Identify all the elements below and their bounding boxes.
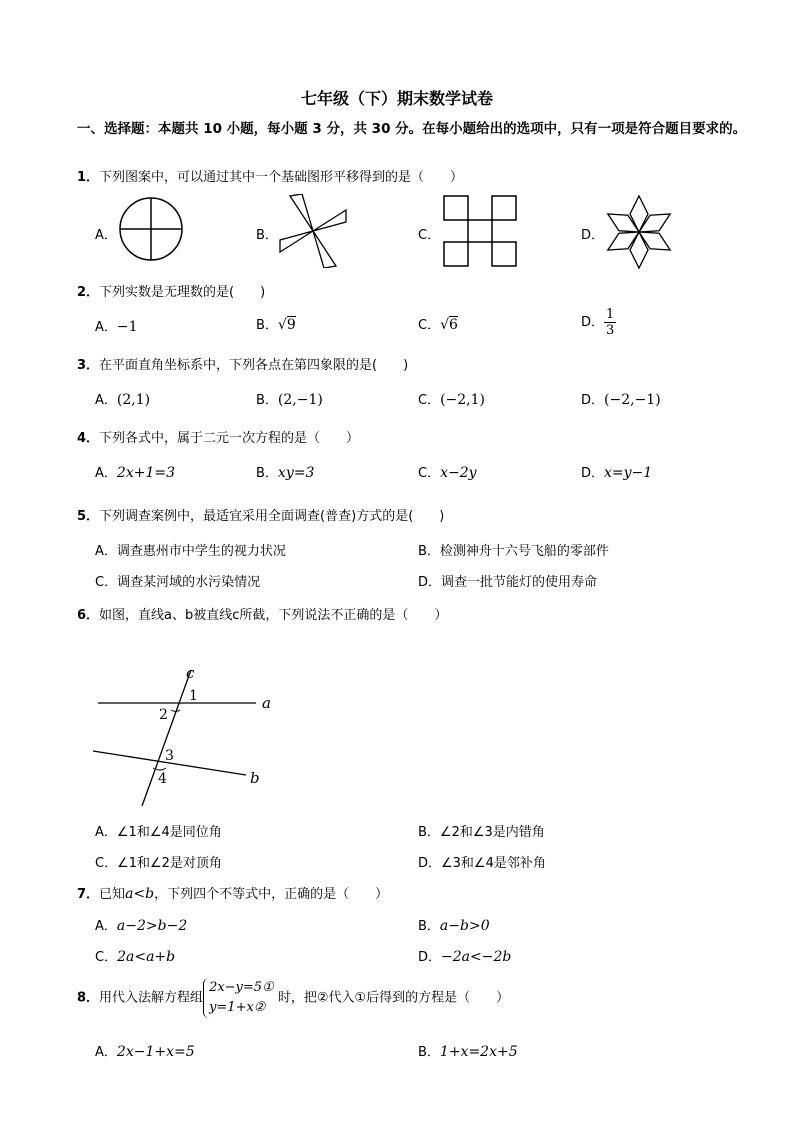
question-number: 1． bbox=[77, 170, 100, 185]
denominator: 3 bbox=[606, 323, 615, 338]
option-label: D． bbox=[581, 393, 605, 408]
question-3 bbox=[77, 354, 408, 373]
question-text: 时，把②代入①后得到的方程是（ ） bbox=[277, 990, 510, 1006]
question-5 bbox=[77, 505, 444, 524]
option-label: D． bbox=[581, 466, 605, 481]
question-prefix: 用代入法解方程组 bbox=[99, 990, 204, 1006]
figure-pinwheel bbox=[278, 194, 348, 268]
question-number: 8． bbox=[77, 990, 100, 1006]
option-label: C． bbox=[418, 393, 441, 408]
option-label: B． bbox=[256, 318, 278, 333]
option-a bbox=[95, 389, 150, 408]
question-number: 5． bbox=[77, 509, 100, 524]
option-a bbox=[95, 915, 187, 934]
option-label: A． bbox=[95, 1045, 117, 1060]
label-angle-2: 2 bbox=[159, 707, 168, 723]
option-label-c: C． bbox=[418, 228, 441, 243]
option-d bbox=[581, 307, 616, 338]
question-number: 7． bbox=[77, 887, 100, 902]
option-d bbox=[581, 462, 652, 481]
question-6 bbox=[77, 604, 447, 623]
option-b bbox=[418, 915, 490, 934]
figure-transversal bbox=[88, 660, 278, 810]
label-angle-3: 3 bbox=[165, 748, 174, 764]
option-c: C．∠1和∠2是对顶角 bbox=[95, 856, 222, 871]
option-b: B．检测神舟十六号飞船的零部件 bbox=[418, 544, 609, 559]
question-7 bbox=[77, 883, 388, 902]
question-text: 下列调查案例中，最适宜采用全面调查(普查)方式的是( ) bbox=[99, 509, 445, 524]
option-c bbox=[418, 462, 477, 481]
option-a: A．∠1和∠4是同位角 bbox=[95, 825, 222, 840]
option-label: B． bbox=[256, 466, 278, 481]
option-value: (−2,−1) bbox=[604, 392, 661, 408]
option-value: a−b>0 bbox=[439, 918, 490, 934]
option-d: D．∠3和∠4是邻补角 bbox=[418, 856, 546, 871]
equation-2: y=1+x② bbox=[209, 1000, 266, 1015]
option-label: A． bbox=[95, 393, 117, 408]
option-b bbox=[256, 462, 314, 481]
question-text: 在平面直角坐标系中，下列各点在第四象限的是( ) bbox=[99, 358, 409, 373]
question-number: 4． bbox=[77, 431, 100, 446]
question-text: 下列实数是无理数的是( ) bbox=[99, 285, 266, 300]
question-8 bbox=[77, 978, 509, 1018]
option-value: xy=3 bbox=[277, 465, 315, 481]
option-b: B．∠2和∠3是内错角 bbox=[418, 825, 545, 840]
question-text: 下列图案中，可以通过其中一个基础图形平移得到的是（ ） bbox=[99, 170, 464, 185]
question-2 bbox=[77, 281, 265, 300]
question-number: 2． bbox=[77, 285, 100, 300]
label-angle-1: 1 bbox=[189, 688, 198, 704]
numerator: 1 bbox=[606, 307, 615, 322]
label-angle-4: 4 bbox=[158, 771, 167, 787]
option-c bbox=[95, 946, 175, 965]
option-value: x=y−1 bbox=[604, 465, 653, 481]
option-a bbox=[95, 1041, 195, 1060]
question-text: 如图，直线a、b被直线c所截，下列说法不正确的是（ ） bbox=[99, 608, 448, 623]
option-value: a−2>b−2 bbox=[116, 918, 188, 934]
question-4 bbox=[77, 427, 359, 446]
option-value: 2x+1=3 bbox=[116, 465, 175, 481]
option-value: −2a<−2b bbox=[441, 949, 512, 965]
option-d bbox=[418, 946, 511, 965]
option-d bbox=[581, 389, 661, 408]
radicand: 6 bbox=[449, 317, 458, 333]
option-a: A．调查惠州市中学生的视力状况 bbox=[95, 544, 286, 559]
question-1 bbox=[77, 166, 463, 185]
sqrt-sign: √ bbox=[277, 317, 287, 333]
option-value: 2x−1+x=5 bbox=[116, 1044, 195, 1060]
sqrt-sign: √ bbox=[440, 317, 449, 333]
option-c bbox=[418, 314, 458, 333]
option-value: −1 bbox=[116, 319, 138, 335]
condition: a<b bbox=[125, 886, 155, 902]
option-value: (2,1) bbox=[116, 392, 151, 408]
angle-arc-2 bbox=[171, 710, 180, 712]
option-label-d: D． bbox=[581, 228, 605, 243]
section-heading: 一、选择题：本题共 10 小题，每小题 3 分，共 30 分。在每小题给出的选项中，只有一项是符合题目要求的。 bbox=[77, 121, 747, 137]
option-b bbox=[256, 389, 323, 408]
question-text: ，下列四个不等式中，正确的是（ ） bbox=[154, 887, 389, 902]
option-d: D．调查一批节能灯的使用寿命 bbox=[418, 575, 598, 590]
label-a: a bbox=[262, 694, 271, 712]
question-prefix: 已知 bbox=[99, 887, 126, 902]
figure-star bbox=[603, 194, 675, 274]
option-label-a: A． bbox=[95, 228, 117, 243]
option-value: 1+x=2x+5 bbox=[439, 1044, 518, 1060]
figure-squares bbox=[442, 194, 518, 268]
option-b bbox=[418, 1041, 518, 1060]
option-label: D． bbox=[418, 950, 442, 965]
option-b bbox=[256, 314, 296, 333]
equation-system bbox=[203, 978, 274, 1018]
option-label: B． bbox=[418, 919, 440, 934]
figure-circle-cross bbox=[118, 196, 184, 262]
option-label-b: B． bbox=[256, 228, 278, 243]
question-number: 6． bbox=[77, 608, 100, 623]
page-title: 七年级（下）期末数学试卷 bbox=[300, 89, 493, 108]
option-label: B． bbox=[256, 393, 278, 408]
radicand: 9 bbox=[286, 317, 296, 333]
option-value: (−2,1) bbox=[440, 392, 485, 408]
option-label: C． bbox=[418, 318, 441, 333]
option-a bbox=[95, 316, 138, 335]
option-value: x−2y bbox=[440, 465, 477, 481]
question-number: 3． bbox=[77, 358, 100, 373]
option-c: C．调查某河域的水污染情况 bbox=[95, 575, 261, 590]
option-label: A． bbox=[95, 466, 117, 481]
equation-1: 2x−y=5① bbox=[209, 980, 274, 995]
label-c: c bbox=[186, 664, 195, 682]
option-label: A． bbox=[95, 320, 117, 335]
option-label: C． bbox=[418, 466, 441, 481]
option-value: (2,−1) bbox=[277, 392, 323, 408]
option-value: 2a<a+b bbox=[117, 949, 176, 965]
option-label: A． bbox=[95, 919, 117, 934]
option-a bbox=[95, 462, 175, 481]
question-text: 下列各式中，属于二元一次方程的是（ ） bbox=[99, 431, 360, 446]
fraction bbox=[604, 307, 616, 338]
option-label: C． bbox=[95, 950, 118, 965]
option-label: D． bbox=[581, 315, 605, 330]
option-label: B． bbox=[418, 1045, 440, 1060]
option-c bbox=[418, 389, 485, 408]
label-b: b bbox=[250, 769, 260, 787]
